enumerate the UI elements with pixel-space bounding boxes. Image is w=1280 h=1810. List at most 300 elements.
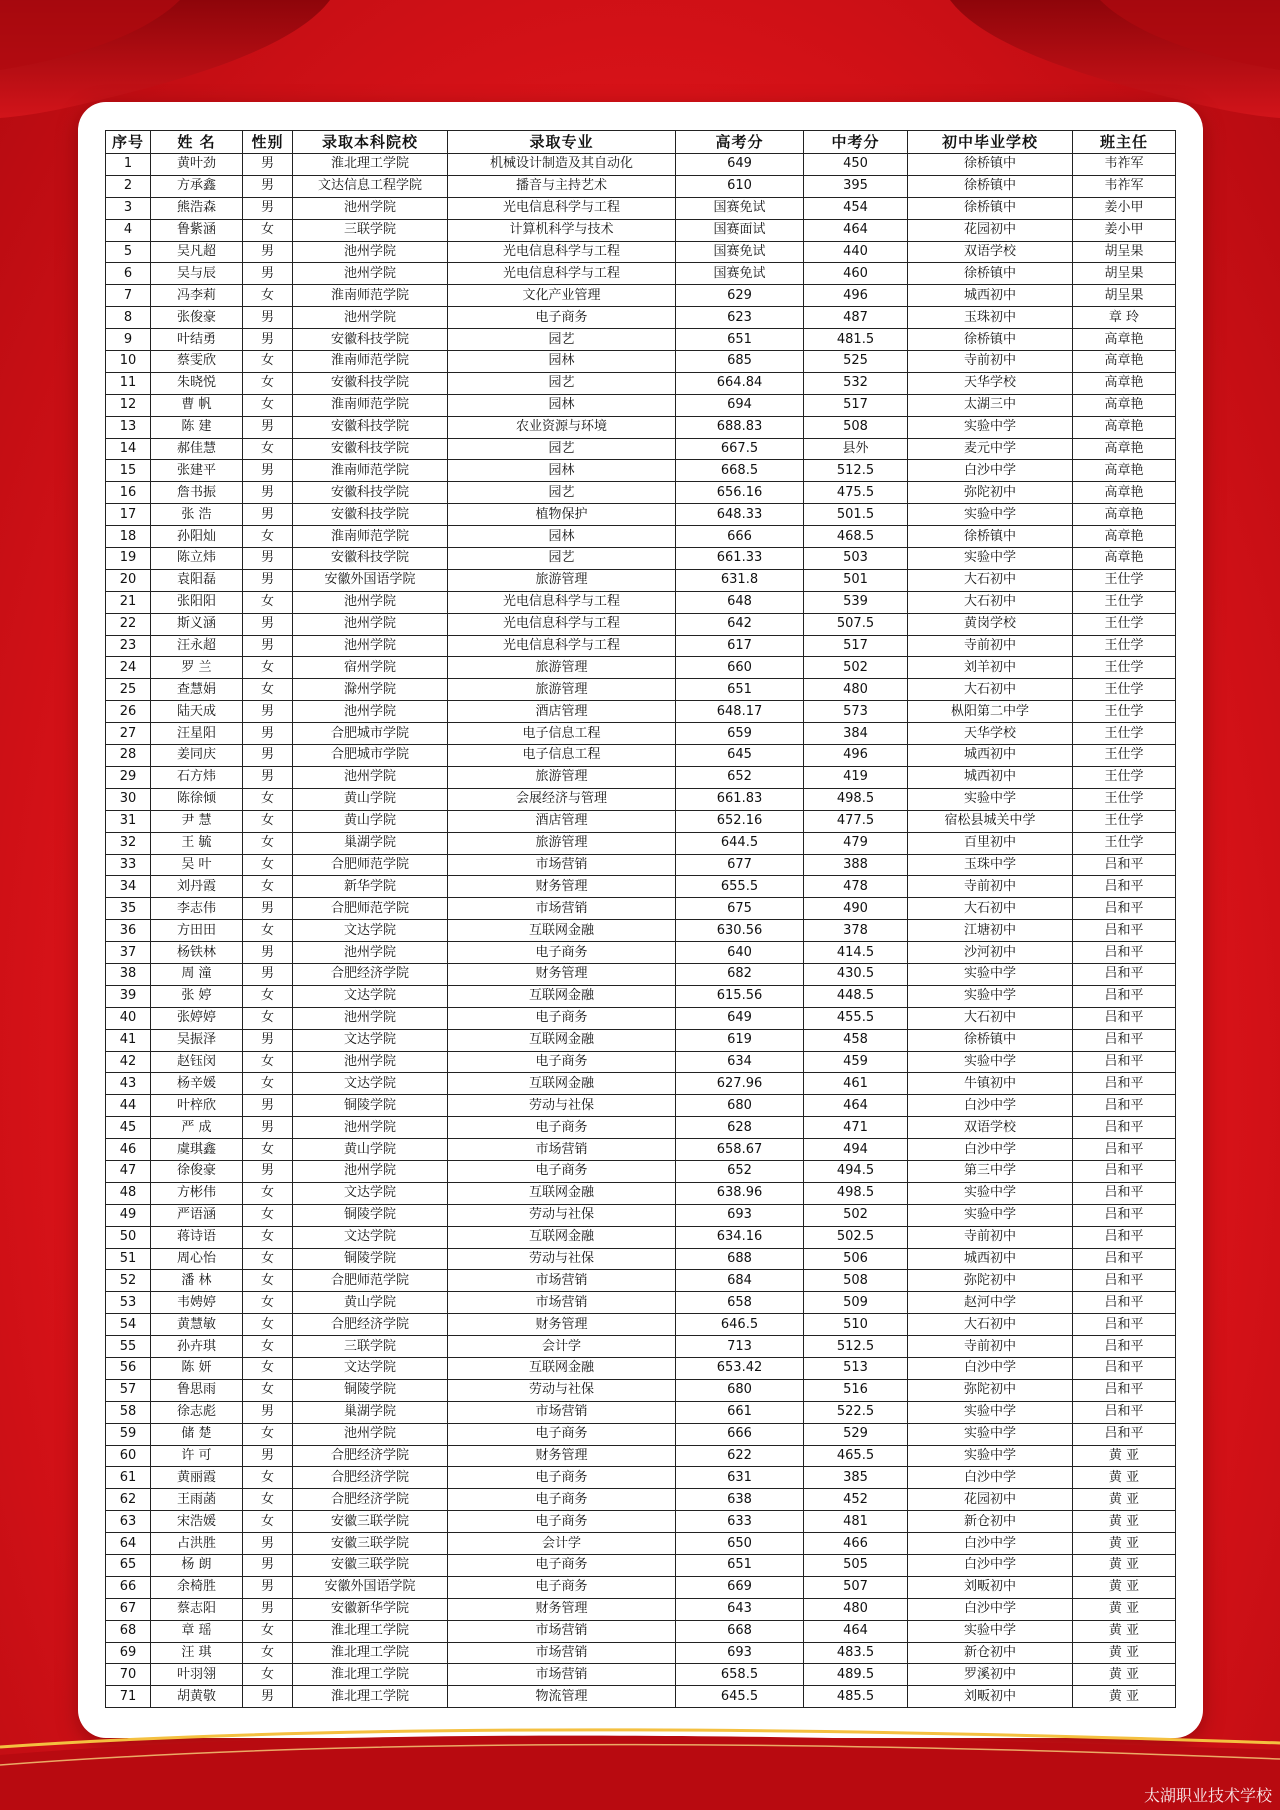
cell-university: 淮北理工学院 [293,1642,448,1664]
cell-zhongkao-score: 388 [804,854,908,876]
cell-name: 曹 帆 [151,394,243,416]
cell-zhongkao-score: 468.5 [804,526,908,548]
cell-head-teacher: 高章艳 [1073,504,1176,526]
cell-major: 市场营销 [448,1270,676,1292]
cell-index: 61 [106,1467,151,1489]
cell-name: 陈 妍 [151,1357,243,1379]
cell-university: 池州学院 [293,701,448,723]
table-row [106,1292,1176,1314]
cell-head-teacher: 王仕学 [1073,832,1176,854]
cell-gaokao-score: 627.96 [676,1073,804,1095]
cell-major: 会计学 [448,1336,676,1358]
cell-head-teacher: 吕和平 [1073,1423,1176,1445]
cell-gaokao-score: 667.5 [676,438,804,460]
cell-name: 蔡雯欣 [151,351,243,373]
cell-university: 池州学院 [293,1117,448,1139]
cell-university: 黄山学院 [293,810,448,832]
cell-head-teacher: 章 玲 [1073,307,1176,329]
cell-name: 查慧娟 [151,679,243,701]
cell-major: 园艺 [448,482,676,504]
cell-gender: 男 [243,635,293,657]
cell-name: 熊浩森 [151,197,243,219]
table-header-row [106,131,1176,154]
cell-name: 冯李莉 [151,285,243,307]
table-row [106,1007,1176,1029]
cell-head-teacher: 吕和平 [1073,920,1176,942]
cell-zhongkao-score: 503 [804,548,908,570]
table-row [106,723,1176,745]
cell-gaokao-score: 649 [676,154,804,176]
cell-gaokao-score: 660 [676,657,804,679]
cell-name: 张俊豪 [151,307,243,329]
cell-gaokao-score: 661 [676,1401,804,1423]
cell-index: 12 [106,394,151,416]
cell-middle-school: 第三中学 [908,1160,1073,1182]
cell-index: 27 [106,723,151,745]
cell-university: 巢湖学院 [293,1401,448,1423]
cell-index: 14 [106,438,151,460]
cell-head-teacher: 高章艳 [1073,394,1176,416]
cell-name: 余椅胜 [151,1576,243,1598]
cell-index: 58 [106,1401,151,1423]
cell-middle-school: 实验中学 [908,963,1073,985]
cell-gaokao-score: 684 [676,1270,804,1292]
table-row [106,985,1176,1007]
cell-major: 园林 [448,460,676,482]
cell-head-teacher: 黄 亚 [1073,1576,1176,1598]
cell-zhongkao-score: 502 [804,657,908,679]
cell-head-teacher: 吕和平 [1073,1270,1176,1292]
cell-head-teacher: 吕和平 [1073,1051,1176,1073]
cell-zhongkao-score: 501 [804,569,908,591]
cell-index: 5 [106,241,151,263]
table-row [106,1576,1176,1598]
table-row [106,1160,1176,1182]
cell-middle-school: 实验中学 [908,985,1073,1007]
cell-head-teacher: 黄 亚 [1073,1511,1176,1533]
cell-gender: 女 [243,876,293,898]
table-row [106,788,1176,810]
table-row [106,1029,1176,1051]
cell-index: 40 [106,1007,151,1029]
cell-zhongkao-score: 461 [804,1073,908,1095]
cell-gaokao-score: 629 [676,285,804,307]
table-row [106,1117,1176,1139]
cell-head-teacher: 胡呈果 [1073,241,1176,263]
cell-middle-school: 花园初中 [908,219,1073,241]
cell-gender: 男 [243,1029,293,1051]
cell-gaokao-score: 664.84 [676,372,804,394]
cell-university: 池州学院 [293,307,448,329]
cell-head-teacher: 王仕学 [1073,613,1176,635]
cell-gender: 女 [243,854,293,876]
cell-name: 周心怡 [151,1248,243,1270]
cell-major: 园艺 [448,438,676,460]
cell-name: 孙卉琪 [151,1336,243,1358]
cell-name: 杨铁林 [151,942,243,964]
cell-name: 虞琪鑫 [151,1139,243,1161]
cell-head-teacher: 黄 亚 [1073,1445,1176,1467]
cell-university: 黄山学院 [293,1292,448,1314]
cell-middle-school: 城西初中 [908,745,1073,767]
cell-middle-school: 实验中学 [908,788,1073,810]
cell-gaokao-score: 634 [676,1051,804,1073]
cell-index: 13 [106,416,151,438]
table-row [106,1182,1176,1204]
cell-zhongkao-score: 529 [804,1423,908,1445]
table-row [106,416,1176,438]
cell-head-teacher: 吕和平 [1073,1095,1176,1117]
cell-middle-school: 双语学校 [908,241,1073,263]
cell-index: 28 [106,745,151,767]
header-index: 序号 [106,131,151,154]
cell-university: 池州学院 [293,197,448,219]
cell-gaokao-score: 652 [676,1160,804,1182]
cell-university: 池州学院 [293,766,448,788]
cell-index: 52 [106,1270,151,1292]
cell-name: 赵钰闵 [151,1051,243,1073]
cell-university: 铜陵学院 [293,1204,448,1226]
header-university: 录取本科院校 [293,131,448,154]
cell-name: 吴振泽 [151,1029,243,1051]
cell-university: 文达学院 [293,1073,448,1095]
cell-zhongkao-score: 448.5 [804,985,908,1007]
cell-gaokao-score: 668 [676,1620,804,1642]
cell-zhongkao-score: 507 [804,1576,908,1598]
cell-zhongkao-score: 481.5 [804,329,908,351]
cell-university: 安徽新华学院 [293,1598,448,1620]
table-row [106,329,1176,351]
cell-index: 36 [106,920,151,942]
cell-head-teacher: 姜小甲 [1073,197,1176,219]
cell-middle-school: 沙河初中 [908,942,1073,964]
cell-major: 电子商务 [448,1511,676,1533]
cell-gender: 女 [243,1270,293,1292]
cell-index: 37 [106,942,151,964]
cell-major: 电子商务 [448,1117,676,1139]
cell-gaokao-score: 649 [676,1007,804,1029]
cell-index: 26 [106,701,151,723]
cell-zhongkao-score: 532 [804,372,908,394]
table-row [106,1423,1176,1445]
table-row [106,854,1176,876]
cell-major: 会展经济与管理 [448,788,676,810]
cell-zhongkao-score: 471 [804,1117,908,1139]
cell-index: 7 [106,285,151,307]
cell-gaokao-score: 666 [676,1423,804,1445]
cell-gender: 女 [243,1379,293,1401]
cell-name: 鲁思雨 [151,1379,243,1401]
cell-university: 铜陵学院 [293,1248,448,1270]
cell-major: 市场营销 [448,1401,676,1423]
cell-university: 安徽外国语学院 [293,1576,448,1598]
cell-university: 池州学院 [293,613,448,635]
cell-index: 44 [106,1095,151,1117]
cell-major: 物流管理 [448,1686,676,1708]
cell-middle-school: 白沙中学 [908,1598,1073,1620]
cell-gaokao-score: 693 [676,1642,804,1664]
cell-university: 安徽科技学院 [293,329,448,351]
cell-zhongkao-score: 517 [804,394,908,416]
cell-index: 57 [106,1379,151,1401]
cell-name: 徐俊豪 [151,1160,243,1182]
cell-zhongkao-score: 419 [804,766,908,788]
cell-middle-school: 太湖三中 [908,394,1073,416]
cell-major: 光电信息科学与工程 [448,635,676,657]
cell-university: 合肥师范学院 [293,1270,448,1292]
cell-zhongkao-score: 512.5 [804,1336,908,1358]
cell-university: 黄山学院 [293,1139,448,1161]
cell-index: 68 [106,1620,151,1642]
cell-university: 文达学院 [293,1226,448,1248]
cell-name: 张 浩 [151,504,243,526]
cell-index: 71 [106,1686,151,1708]
cell-middle-school: 实验中学 [908,1051,1073,1073]
table-row [106,810,1176,832]
cell-middle-school: 寺前初中 [908,876,1073,898]
cell-index: 30 [106,788,151,810]
table-row [106,1511,1176,1533]
cell-middle-school: 刘畈初中 [908,1576,1073,1598]
cell-zhongkao-score: 501.5 [804,504,908,526]
cell-zhongkao-score: 466 [804,1533,908,1555]
cell-major: 计算机科学与技术 [448,219,676,241]
cell-university: 安徽科技学院 [293,372,448,394]
cell-university: 池州学院 [293,241,448,263]
cell-name: 方承鑫 [151,175,243,197]
cell-index: 24 [106,657,151,679]
cell-head-teacher: 黄 亚 [1073,1467,1176,1489]
cell-name: 严 成 [151,1117,243,1139]
cell-middle-school: 徐桥镇中 [908,526,1073,548]
cell-gaokao-score: 648 [676,591,804,613]
cell-index: 35 [106,898,151,920]
cell-index: 9 [106,329,151,351]
cell-gaokao-score: 693 [676,1204,804,1226]
cell-middle-school: 天华学校 [908,723,1073,745]
cell-gaokao-score: 631.8 [676,569,804,591]
cell-middle-school: 实验中学 [908,1423,1073,1445]
cell-major: 互联网金融 [448,920,676,942]
cell-university: 新华学院 [293,876,448,898]
cell-head-teacher: 吕和平 [1073,1182,1176,1204]
cell-gaokao-score: 651 [676,1555,804,1577]
cell-major: 酒店管理 [448,701,676,723]
cell-name: 杨 朗 [151,1555,243,1577]
cell-major: 电子商务 [448,1051,676,1073]
cell-head-teacher: 王仕学 [1073,766,1176,788]
cell-head-teacher: 吕和平 [1073,1292,1176,1314]
cell-gaokao-score: 669 [676,1576,804,1598]
cell-gaokao-score: 651 [676,679,804,701]
cell-middle-school: 天华学校 [908,372,1073,394]
cell-gaokao-score: 国赛免试 [676,241,804,263]
cell-major: 劳动与社保 [448,1248,676,1270]
cell-zhongkao-score: 507.5 [804,613,908,635]
cell-major: 园林 [448,526,676,548]
cell-gaokao-score: 661.33 [676,548,804,570]
cell-major: 园林 [448,351,676,373]
cell-index: 11 [106,372,151,394]
cell-index: 43 [106,1073,151,1095]
cell-middle-school: 大石初中 [908,1314,1073,1336]
cell-index: 33 [106,854,151,876]
cell-gaokao-score: 656.16 [676,482,804,504]
cell-head-teacher: 吕和平 [1073,1379,1176,1401]
cell-zhongkao-score: 506 [804,1248,908,1270]
cell-index: 46 [106,1139,151,1161]
cell-gaokao-score: 658.67 [676,1139,804,1161]
cell-gender: 男 [243,1401,293,1423]
cell-major: 电子商务 [448,1576,676,1598]
cell-gaokao-score: 666 [676,526,804,548]
cell-middle-school: 枞阳第二中学 [908,701,1073,723]
cell-university: 安徽科技学院 [293,416,448,438]
cell-name: 张婷婷 [151,1007,243,1029]
cell-university: 文达学院 [293,920,448,942]
cell-head-teacher: 高章艳 [1073,329,1176,351]
cell-university: 滁州学院 [293,679,448,701]
table-row [106,307,1176,329]
cell-index: 54 [106,1314,151,1336]
cell-zhongkao-score: 478 [804,876,908,898]
cell-middle-school: 实验中学 [908,1401,1073,1423]
cell-gaokao-score: 615.56 [676,985,804,1007]
cell-head-teacher: 吕和平 [1073,985,1176,1007]
cell-gender: 女 [243,1642,293,1664]
cell-middle-school: 徐桥镇中 [908,154,1073,176]
cell-head-teacher: 吕和平 [1073,1029,1176,1051]
cell-index: 48 [106,1182,151,1204]
cell-gaokao-score: 622 [676,1445,804,1467]
cell-zhongkao-score: 512.5 [804,460,908,482]
cell-major: 财务管理 [448,1445,676,1467]
cell-name: 潘 林 [151,1270,243,1292]
cell-middle-school: 宿松县城关中学 [908,810,1073,832]
cell-name: 吴凡超 [151,241,243,263]
cell-head-teacher: 吕和平 [1073,898,1176,920]
cell-gender: 男 [243,898,293,920]
cell-gender: 男 [243,329,293,351]
cell-zhongkao-score: 475.5 [804,482,908,504]
cell-gaokao-score: 640 [676,942,804,964]
cell-gender: 男 [243,482,293,504]
cell-gender: 男 [243,154,293,176]
cell-name: 朱晓悦 [151,372,243,394]
cell-gender: 男 [243,701,293,723]
cell-major: 市场营销 [448,1664,676,1686]
table-row [106,679,1176,701]
cell-zhongkao-score: 414.5 [804,942,908,964]
table-row [106,394,1176,416]
cell-name: 黄丽霞 [151,1467,243,1489]
cell-gaokao-score: 680 [676,1095,804,1117]
cell-middle-school: 新仓初中 [908,1511,1073,1533]
cell-gender: 男 [243,175,293,197]
cell-major: 旅游管理 [448,679,676,701]
cell-university: 安徽科技学院 [293,504,448,526]
cell-head-teacher: 王仕学 [1073,591,1176,613]
cell-name: 詹书振 [151,482,243,504]
cell-name: 尹 慧 [151,810,243,832]
cell-major: 植物保护 [448,504,676,526]
cell-name: 叶结勇 [151,329,243,351]
cell-university: 文达学院 [293,1029,448,1051]
cell-gaokao-score: 658.5 [676,1664,804,1686]
cell-head-teacher: 高章艳 [1073,351,1176,373]
cell-university: 淮南师范学院 [293,526,448,548]
cell-gender: 女 [243,438,293,460]
cell-gender: 男 [243,569,293,591]
cell-head-teacher: 吕和平 [1073,1204,1176,1226]
cell-head-teacher: 吕和平 [1073,1007,1176,1029]
cell-gender: 男 [243,1533,293,1555]
cell-gender: 女 [243,526,293,548]
cell-index: 2 [106,175,151,197]
cell-major: 园艺 [448,329,676,351]
cell-gender: 女 [243,1467,293,1489]
cell-name: 严语涵 [151,1204,243,1226]
table-row [106,1686,1176,1708]
cell-head-teacher: 王仕学 [1073,635,1176,657]
cell-name: 叶羽翎 [151,1664,243,1686]
cell-name: 胡黄敬 [151,1686,243,1708]
cell-gaokao-score: 680 [676,1379,804,1401]
cell-major: 互联网金融 [448,1357,676,1379]
table-row [106,963,1176,985]
cell-university: 合肥城市学院 [293,745,448,767]
cell-name: 汪永超 [151,635,243,657]
cell-gender: 男 [243,1686,293,1708]
cell-gender: 女 [243,219,293,241]
cell-gaokao-score: 619 [676,1029,804,1051]
cell-zhongkao-score: 494 [804,1139,908,1161]
cell-index: 20 [106,569,151,591]
cell-index: 10 [106,351,151,373]
table-row [106,1664,1176,1686]
cell-major: 电子商务 [448,1489,676,1511]
cell-zhongkao-score: 485.5 [804,1686,908,1708]
cell-major: 财务管理 [448,1314,676,1336]
cell-major: 市场营销 [448,854,676,876]
cell-major: 互联网金融 [448,1029,676,1051]
cell-gender: 女 [243,1248,293,1270]
cell-zhongkao-score: 517 [804,635,908,657]
table-row [106,1073,1176,1095]
cell-zhongkao-score: 522.5 [804,1401,908,1423]
cell-index: 4 [106,219,151,241]
cell-head-teacher: 王仕学 [1073,657,1176,679]
table-row [106,876,1176,898]
cell-middle-school: 实验中学 [908,548,1073,570]
cell-gender: 男 [243,416,293,438]
cell-name: 徐志彪 [151,1401,243,1423]
cell-index: 34 [106,876,151,898]
cell-zhongkao-score: 508 [804,1270,908,1292]
cell-middle-school: 大石初中 [908,679,1073,701]
cell-major: 电子信息工程 [448,745,676,767]
cell-gender: 女 [243,832,293,854]
table-row [106,745,1176,767]
table-row [106,175,1176,197]
cell-middle-school: 实验中学 [908,1445,1073,1467]
cell-gaokao-score: 633 [676,1511,804,1533]
cell-zhongkao-score: 455.5 [804,1007,908,1029]
table-row [106,482,1176,504]
cell-index: 55 [106,1336,151,1358]
cell-major: 电子商务 [448,1467,676,1489]
cell-gender: 男 [243,1598,293,1620]
